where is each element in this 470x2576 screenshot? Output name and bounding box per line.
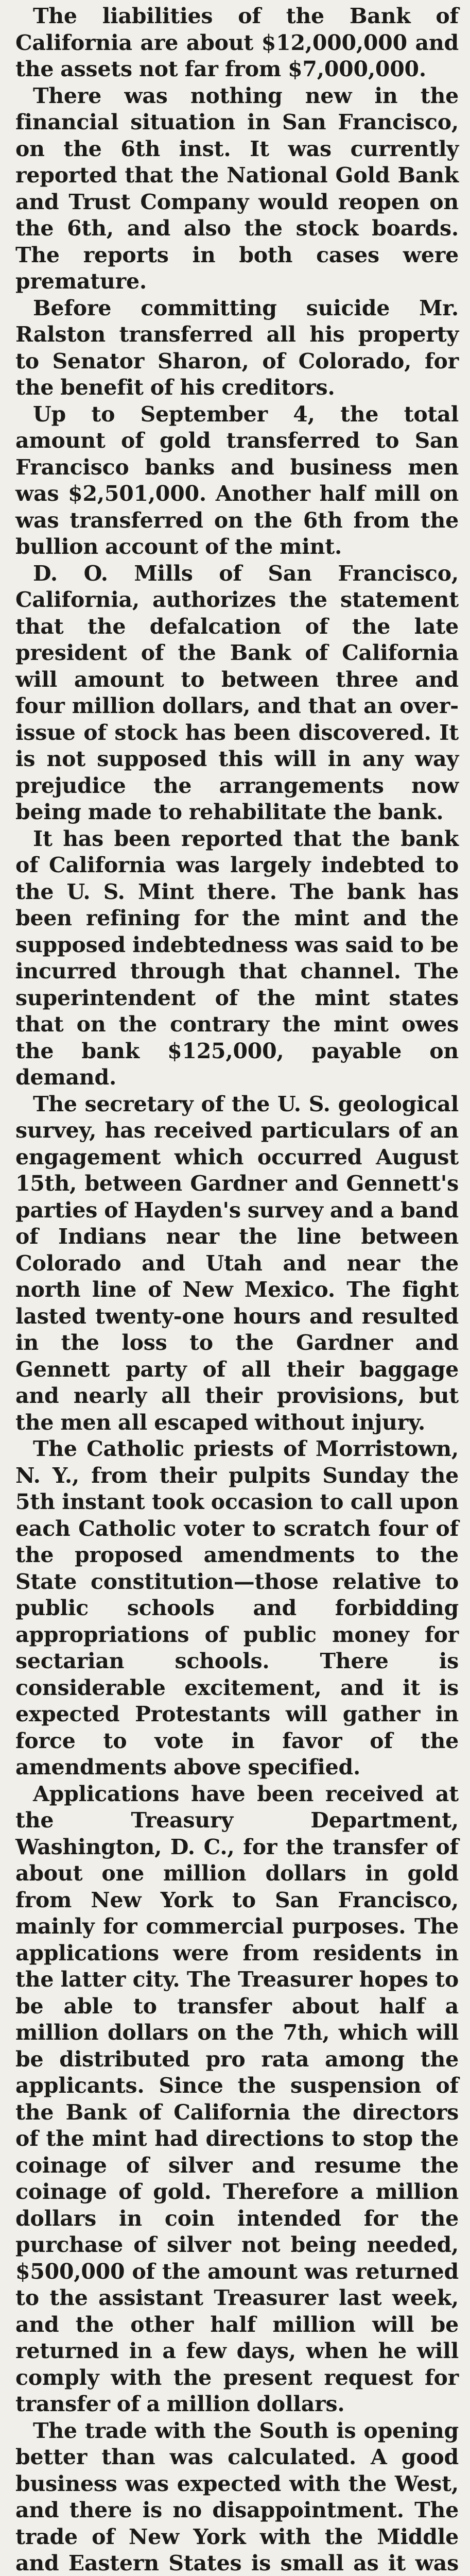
paragraph-bank-liabilities: The liabilities of the Bank of California are about $12,000,000 and the assets not far from $7,000,000. — [15, 3, 459, 83]
paragraph-mills-statement: D. O. Mills of San Francisco, California, authorizes the statement that the defalcation of the late president of the Bank of California will amount to between three and four million dollars, and that an over-issue of stock has been discovered. It is not supposed this will in any way prejudice the arrangements now being made to rehabilitate the bank. — [15, 561, 459, 826]
paragraph-gold-transferred: Up to September 4, the total amount of gold transferred to San Francisco banks and business men was $2,501,000. Another half mill on was transferred on the 6th from the bullion account of the mint. — [15, 401, 459, 561]
paragraph-geological-survey: The secretary of the U. S. geological survey, has received particulars of an engagement which occurred August 15th, between Gardner and Gennett's parties of Hayden's survey and a band of Indians near the line between Colorado and Utah and near the north line of New Mexico. The fight lasted twenty-one hours and resulted in the loss to the Gardner and Gennett party of all their baggage and nearly all their provisions, but the men all escaped without injury. — [15, 1091, 459, 1436]
paragraph-ralston-transfer: Before committing suicide Mr. Ralston transferred all his property to Senator Sharon, of Colorado, for the benefit of his creditors. — [15, 295, 459, 401]
paragraph-mint-indebtedness: It has been reported that the bank of California was largely indebted to the U. S. Mint there. The bank has been refining for the mint and the supposed indebtedness was said to be incurred through that channel. The superintendent of the mint states that on the contrary the mint owes the bank $125,000, payable on demand. — [15, 826, 459, 1091]
paragraph-treasury-applications: Applications have been received at the Treasury Department, Washington, D. C., for the transfer of about one million dollars in gold from New York to San Francisco, mainly for commercial purposes. The applications were from residents in the latter city. The Treasurer hopes to be able to transfer about half a million dollars on the 7th, which will be distributed pro rata among the applicants. Since the suspension of the Bank of California the directors of the mint had directions to stop the coinage of silver and resume the coinage of gold. Therefore a million dollars in coin intended for the purchase of silver not being needed, $500,000 of the amount was returned to the assistant Treasurer last week, and the other half million will be returned in a few days, when he will comply with the present request for transfer of a million dollars. — [15, 1781, 459, 2418]
paragraph-financial-situation: There was nothing new in the financial situation in San Francisco, on the 6th inst. It was currently reported that the National Gold Bank and Trust Company would reopen on the 6th, and also the stock boards. The reports in both cases were premature. — [15, 83, 459, 295]
paragraph-catholic-priests: The Catholic priests of Morristown, N. Y., from their pulpits Sunday the 5th instant took occasion to call upon each Catholic voter to scratch four of the proposed amendments to the State constitution—those relative to public schools and forbidding appropriations of public money for sectarian schools. There is considerable excitement, and it is expected Protestants will gather in force to vote in favor of the amendments above specified. — [15, 1436, 459, 1781]
paragraph-southern-trade: The trade with the South is opening better than was calculated. A good business was expected with the West, and there is no disappointment. The trade of New York with the Middle and Eastern States is small as it was — [15, 2418, 459, 2576]
